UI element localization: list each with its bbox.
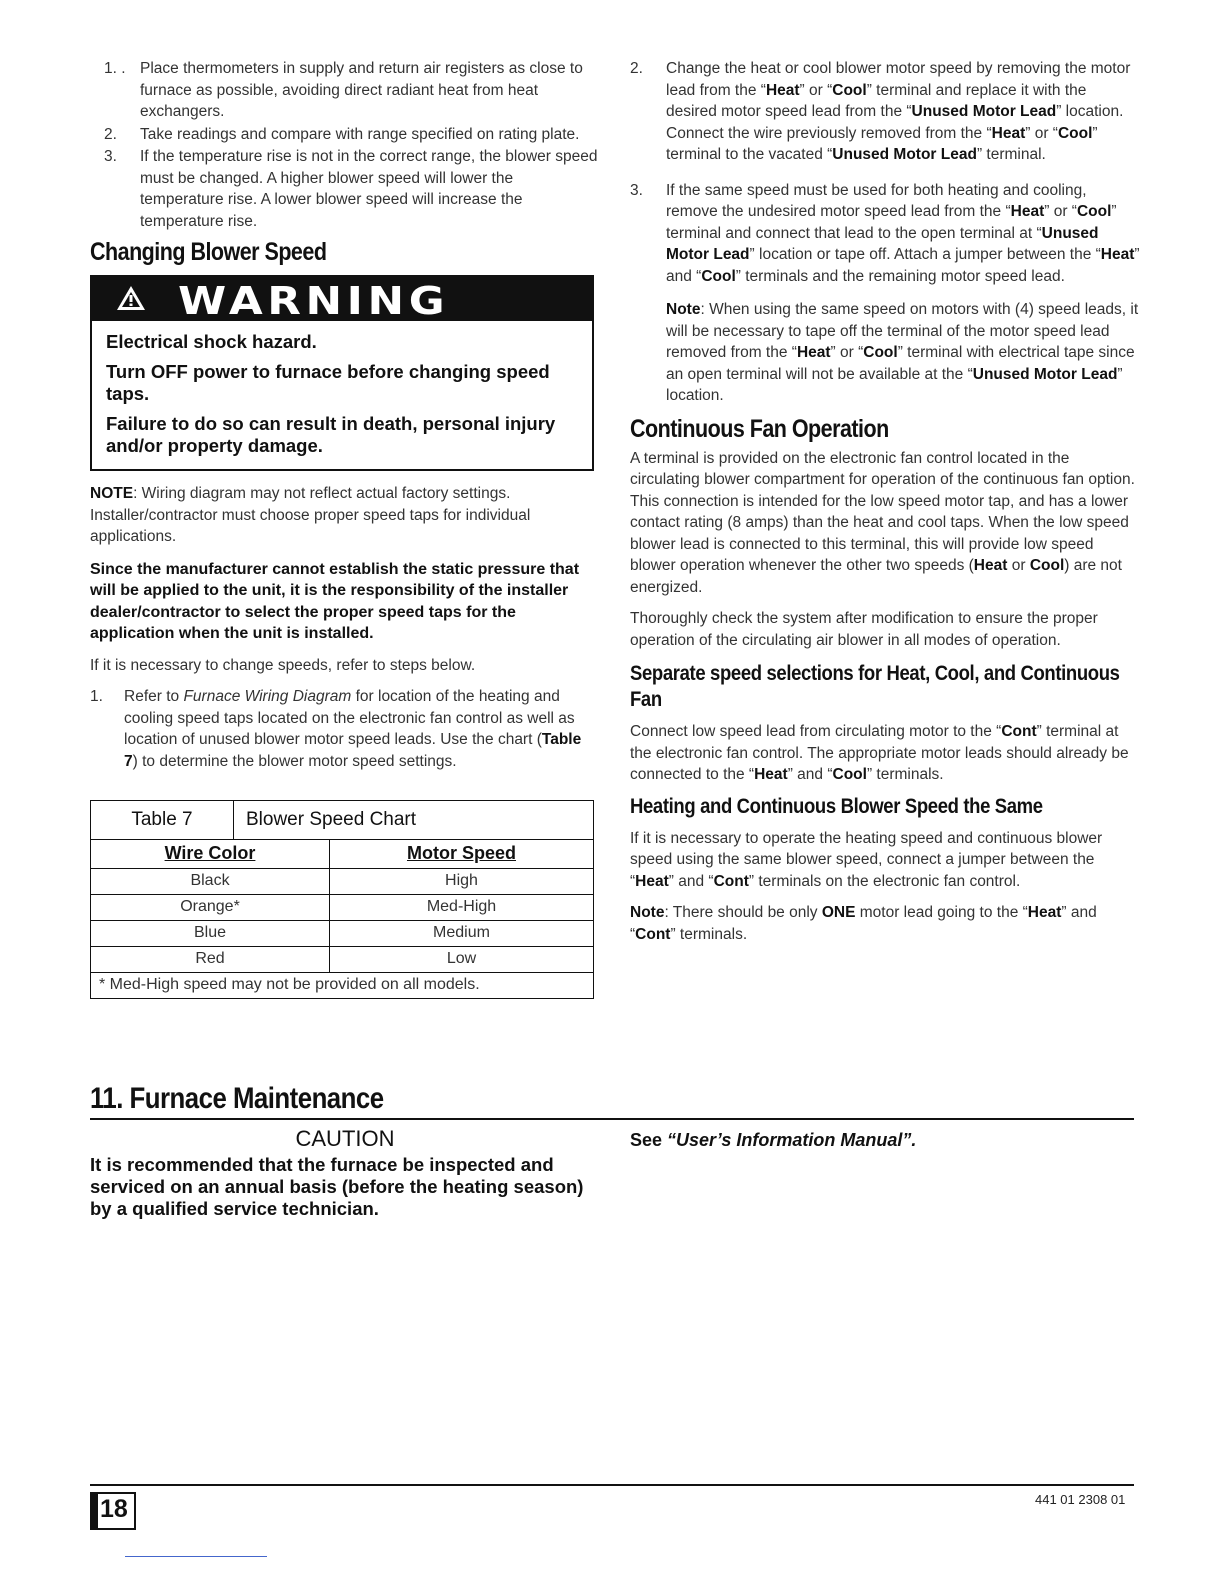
see-prefix: See (630, 1130, 668, 1150)
wiring-note (90, 483, 598, 548)
note-text: ” and “ (630, 904, 1097, 943)
section-title: 11. Furnace Maintenance (90, 1082, 384, 1115)
blower-speed-table (90, 800, 594, 840)
step-text: ” terminals and the remaining motor speed lead. (735, 267, 1065, 285)
note-text: ” terminals. (670, 925, 748, 943)
para-text: ” terminals on the electronic fan control. (748, 872, 1021, 890)
section-rule (90, 1118, 1134, 1120)
see-manual-line (630, 1130, 916, 1151)
heading-separate-speed-selections: Separate speed selections for Heat, Cool, and Continuous Fan (630, 662, 1120, 711)
warning-line: Turn OFF power to furnace before changing speed taps. (106, 361, 550, 404)
step-text: ” terminal to the vacated “ (666, 124, 1098, 163)
step-number: 3. (630, 181, 643, 199)
warning-triangle-icon (116, 285, 146, 311)
list-item (90, 58, 598, 123)
para-text: If it is necessary to operate the heating speed and continuous blower speed using the same blower speed, connect a jumper between the “ (630, 829, 1103, 890)
note-text-bold: Cool (863, 344, 898, 361)
list-item (90, 124, 598, 146)
list-item (630, 180, 1140, 288)
step-text: Place thermometers in supply and return air registers as close to furnace as possible, avoiding direct radiant heat from heat exchangers. (140, 60, 583, 120)
users-manual-reference: “User’s Information Manual”. (667, 1130, 917, 1150)
step-text: for location of the heating and cooling speed taps located on the electronic fan control as well as location of unused blower motor speed leads. Use the chart ( (124, 688, 575, 748)
step-text-bold: Unused Motor Lead (911, 103, 1057, 120)
note-text-bold: Heat (1027, 904, 1062, 921)
para-text-bold: Cont (713, 872, 749, 890)
manufacturer-paragraph: Since the manufacturer cannot establish the static pressure that will be applied to the unit, it is the responsibility of the installer dealer/contractor to select the proper speed taps for the application when the unit is installed. (90, 560, 580, 642)
cell-motor-speed: Medium (330, 920, 594, 946)
cell-wire-color: Orange* (91, 894, 330, 920)
step-text-bold: Unused Motor Lead (666, 224, 1099, 263)
step-text: ) to determine the blower motor speed settings. (132, 752, 457, 770)
step-text: ” or “ (799, 81, 833, 99)
step-text: Refer to (124, 688, 184, 705)
warning-word: WARNING (178, 279, 450, 323)
cell-motor-speed: Med-High (330, 894, 594, 920)
warning-line: Electrical shock hazard. (106, 331, 317, 352)
speed-leads-note (630, 299, 1140, 407)
heading-continuous-fan-operation: Continuous Fan Operation (630, 414, 889, 443)
table-label (91, 801, 234, 840)
step-text: If the same speed must be used for both heating and cooling, remove the undesired motor speed lead from the “ (666, 181, 1087, 220)
para-text-bold: Heat (635, 872, 669, 890)
cell-wire-color: Black (91, 868, 330, 894)
step-text-bold: Heat (1010, 203, 1045, 220)
note-label: Note (666, 301, 701, 318)
table-row (91, 920, 594, 946)
step-text-bold: Unused Motor Lead (832, 146, 977, 163)
note-text-bold: Cont (635, 925, 671, 943)
page-number: 18 (100, 1495, 128, 1523)
para-text: A terminal is provided on the electronic fan control located in the circulating blower compartment for operation of the continuous fan option. This connection is intended for the low speed motor tap, and has a lower contact rating (8 amps) than the heat and cool taps. When the low speed blower lead is connected to this terminal, this will provide low speed blower operation whenever the other two speeds ( (630, 449, 1135, 574)
step-text: ” terminal and replace it with the desired motor speed lead from the “ (666, 81, 1087, 120)
column-header-wire-color: Wire Color (91, 839, 330, 868)
step-number: 1. (90, 688, 103, 705)
cell-motor-speed: Low (330, 946, 594, 972)
column-headers (91, 839, 594, 868)
para-text: or (1007, 557, 1030, 574)
table-footnote: * Med-High speed may not be provided on all models. (91, 972, 594, 998)
step-text-bold: Heat (991, 124, 1026, 142)
step-number: 2. (630, 60, 643, 77)
step-text: ” location or tape off. Attach a jumper between the “ (749, 246, 1101, 263)
heading-heating-continuous-same: Heating and Continuous Blower Speed the Same (630, 794, 1043, 818)
note-label: NOTE (90, 485, 134, 502)
cell-wire-color: Blue (91, 920, 330, 946)
caution-block (90, 1126, 600, 1220)
speed-steps (90, 686, 598, 772)
para-text-bold: Cont (1001, 723, 1037, 740)
step-text-bold: Heat (765, 81, 800, 99)
list-item (630, 58, 1140, 166)
cfo-paragraph (630, 448, 1140, 599)
step-number: 1. . (104, 60, 126, 77)
divider (125, 1556, 267, 1557)
warning-box (90, 275, 594, 471)
step-number: 3. (104, 148, 117, 165)
warning-banner (92, 277, 592, 321)
table-footnote-row (91, 972, 594, 998)
step-text: ” terminal and connect that lead to the open terminal at “ (666, 203, 1117, 242)
note-text: ” or “ (830, 344, 864, 361)
caution-text: It is recommended that the furnace be inspected and serviced on an annual basis (before the heating season) by a qualified service technician. (90, 1154, 584, 1219)
step-text-italic: Furnace Wiring Diagram (183, 688, 352, 705)
table-title-text: Blower Speed Chart (246, 809, 417, 830)
table-title (234, 801, 594, 840)
separate-speed-paragraph (630, 721, 1140, 786)
para-text: Connect low speed lead from circulating motor to the “ (630, 723, 1002, 740)
furnace-maintenance-section (90, 1082, 1134, 1219)
change-speeds-paragraph: If it is necessary to change speeds, refer to steps below. (90, 656, 476, 674)
para-text: ” terminal at the electronic fan control. The appropriate motor leads should already be connected to the “ (630, 723, 1129, 783)
left-column (90, 56, 598, 999)
para-text-bold: Cool (832, 766, 867, 783)
document-number: 441 01 2308 01 (1035, 1492, 1126, 1507)
warning-body (92, 321, 592, 469)
warning-line: Failure to do so can result in death, personal injury and/or property damage. (106, 413, 556, 456)
table-label-text: Table 7 (127, 809, 196, 830)
step-text-bold: Cool (1076, 203, 1112, 220)
note-text: ” location. (666, 365, 1123, 404)
note-text-bold: Unused Motor Lead (972, 365, 1118, 383)
step-text-bold: Heat (1100, 246, 1135, 263)
right-column (630, 56, 1140, 945)
blower-speed-grid (90, 839, 594, 999)
para-text: ” terminals. (866, 766, 944, 783)
step-text-bold: Table 7 (124, 731, 582, 770)
list-item (90, 146, 598, 232)
para-text-bold: Heat (754, 766, 788, 783)
step-text-bold: Cool (832, 81, 867, 99)
caution-title: CAUTION (295, 1126, 395, 1151)
footer-rule (90, 1484, 1134, 1486)
note-text: : Wiring diagram may not reflect actual factory settings. Installer/contractor must choose proper speed taps for individual applications. (90, 485, 531, 545)
list-item (90, 686, 598, 772)
para-text: ” and “ (668, 872, 714, 890)
note-text: : There should be only (664, 904, 822, 921)
cell-motor-speed: High (330, 868, 594, 894)
step-text: ” location. Connect the wire previously removed from the “ (666, 103, 1124, 142)
step-text: Change the heat or cool blower motor speed by removing the motor lead from the “ (666, 60, 1131, 99)
note-text: : When using the same speed on motors with (4) speed leads, it will be necessary to tape off the terminal of the motor speed lead removed from the “ (666, 301, 1139, 361)
note-text-bold: ONE (821, 904, 856, 921)
step-text: ” and “ (666, 246, 1140, 285)
note-text: motor lead going to the “ (855, 904, 1028, 921)
right-steps (630, 58, 1140, 287)
table-header (91, 801, 594, 840)
cfo-check-paragraph: Thoroughly check the system after modification to ensure the proper operation of the circulating air blower in all modes of operation. (630, 610, 1098, 649)
step-text-bold: Cool (1057, 124, 1093, 142)
step-text: ” or “ (1025, 124, 1058, 142)
table-row (91, 894, 594, 920)
step-text: If the temperature rise is not in the correct range, the blower speed must be changed. A higher blower speed will lower the temperature rise. A lower blower speed will increase the temperature rise. (140, 148, 598, 230)
cell-wire-color: Red (91, 946, 330, 972)
step-text: ” or “ (1044, 203, 1077, 220)
step-number: 2. (104, 125, 117, 143)
heading-changing-blower-speed: Changing Blower Speed (90, 238, 327, 266)
step-text-bold: Cool (701, 267, 736, 285)
para-text: ” and “ (787, 766, 833, 783)
note-label: Note (630, 904, 665, 921)
column-header-motor-speed: Motor Speed (330, 839, 594, 868)
para-text: ) are not energized. (630, 557, 1122, 596)
one-lead-note (630, 902, 1140, 945)
temperature-steps (90, 58, 598, 232)
table-row (91, 946, 594, 972)
para-text-bold: Cool (1029, 557, 1065, 574)
note-text-bold: Heat (796, 344, 831, 361)
heating-same-paragraph (630, 828, 1140, 893)
table-row (91, 868, 594, 894)
note-text: ” terminal with electrical tape since an open terminal will not be available at the “ (666, 344, 1135, 383)
step-text: Take readings and compare with range specified on rating plate. (140, 125, 580, 143)
step-text: ” terminal. (976, 146, 1046, 163)
page-number-box (90, 1492, 136, 1530)
para-text-bold: Heat (973, 557, 1008, 574)
